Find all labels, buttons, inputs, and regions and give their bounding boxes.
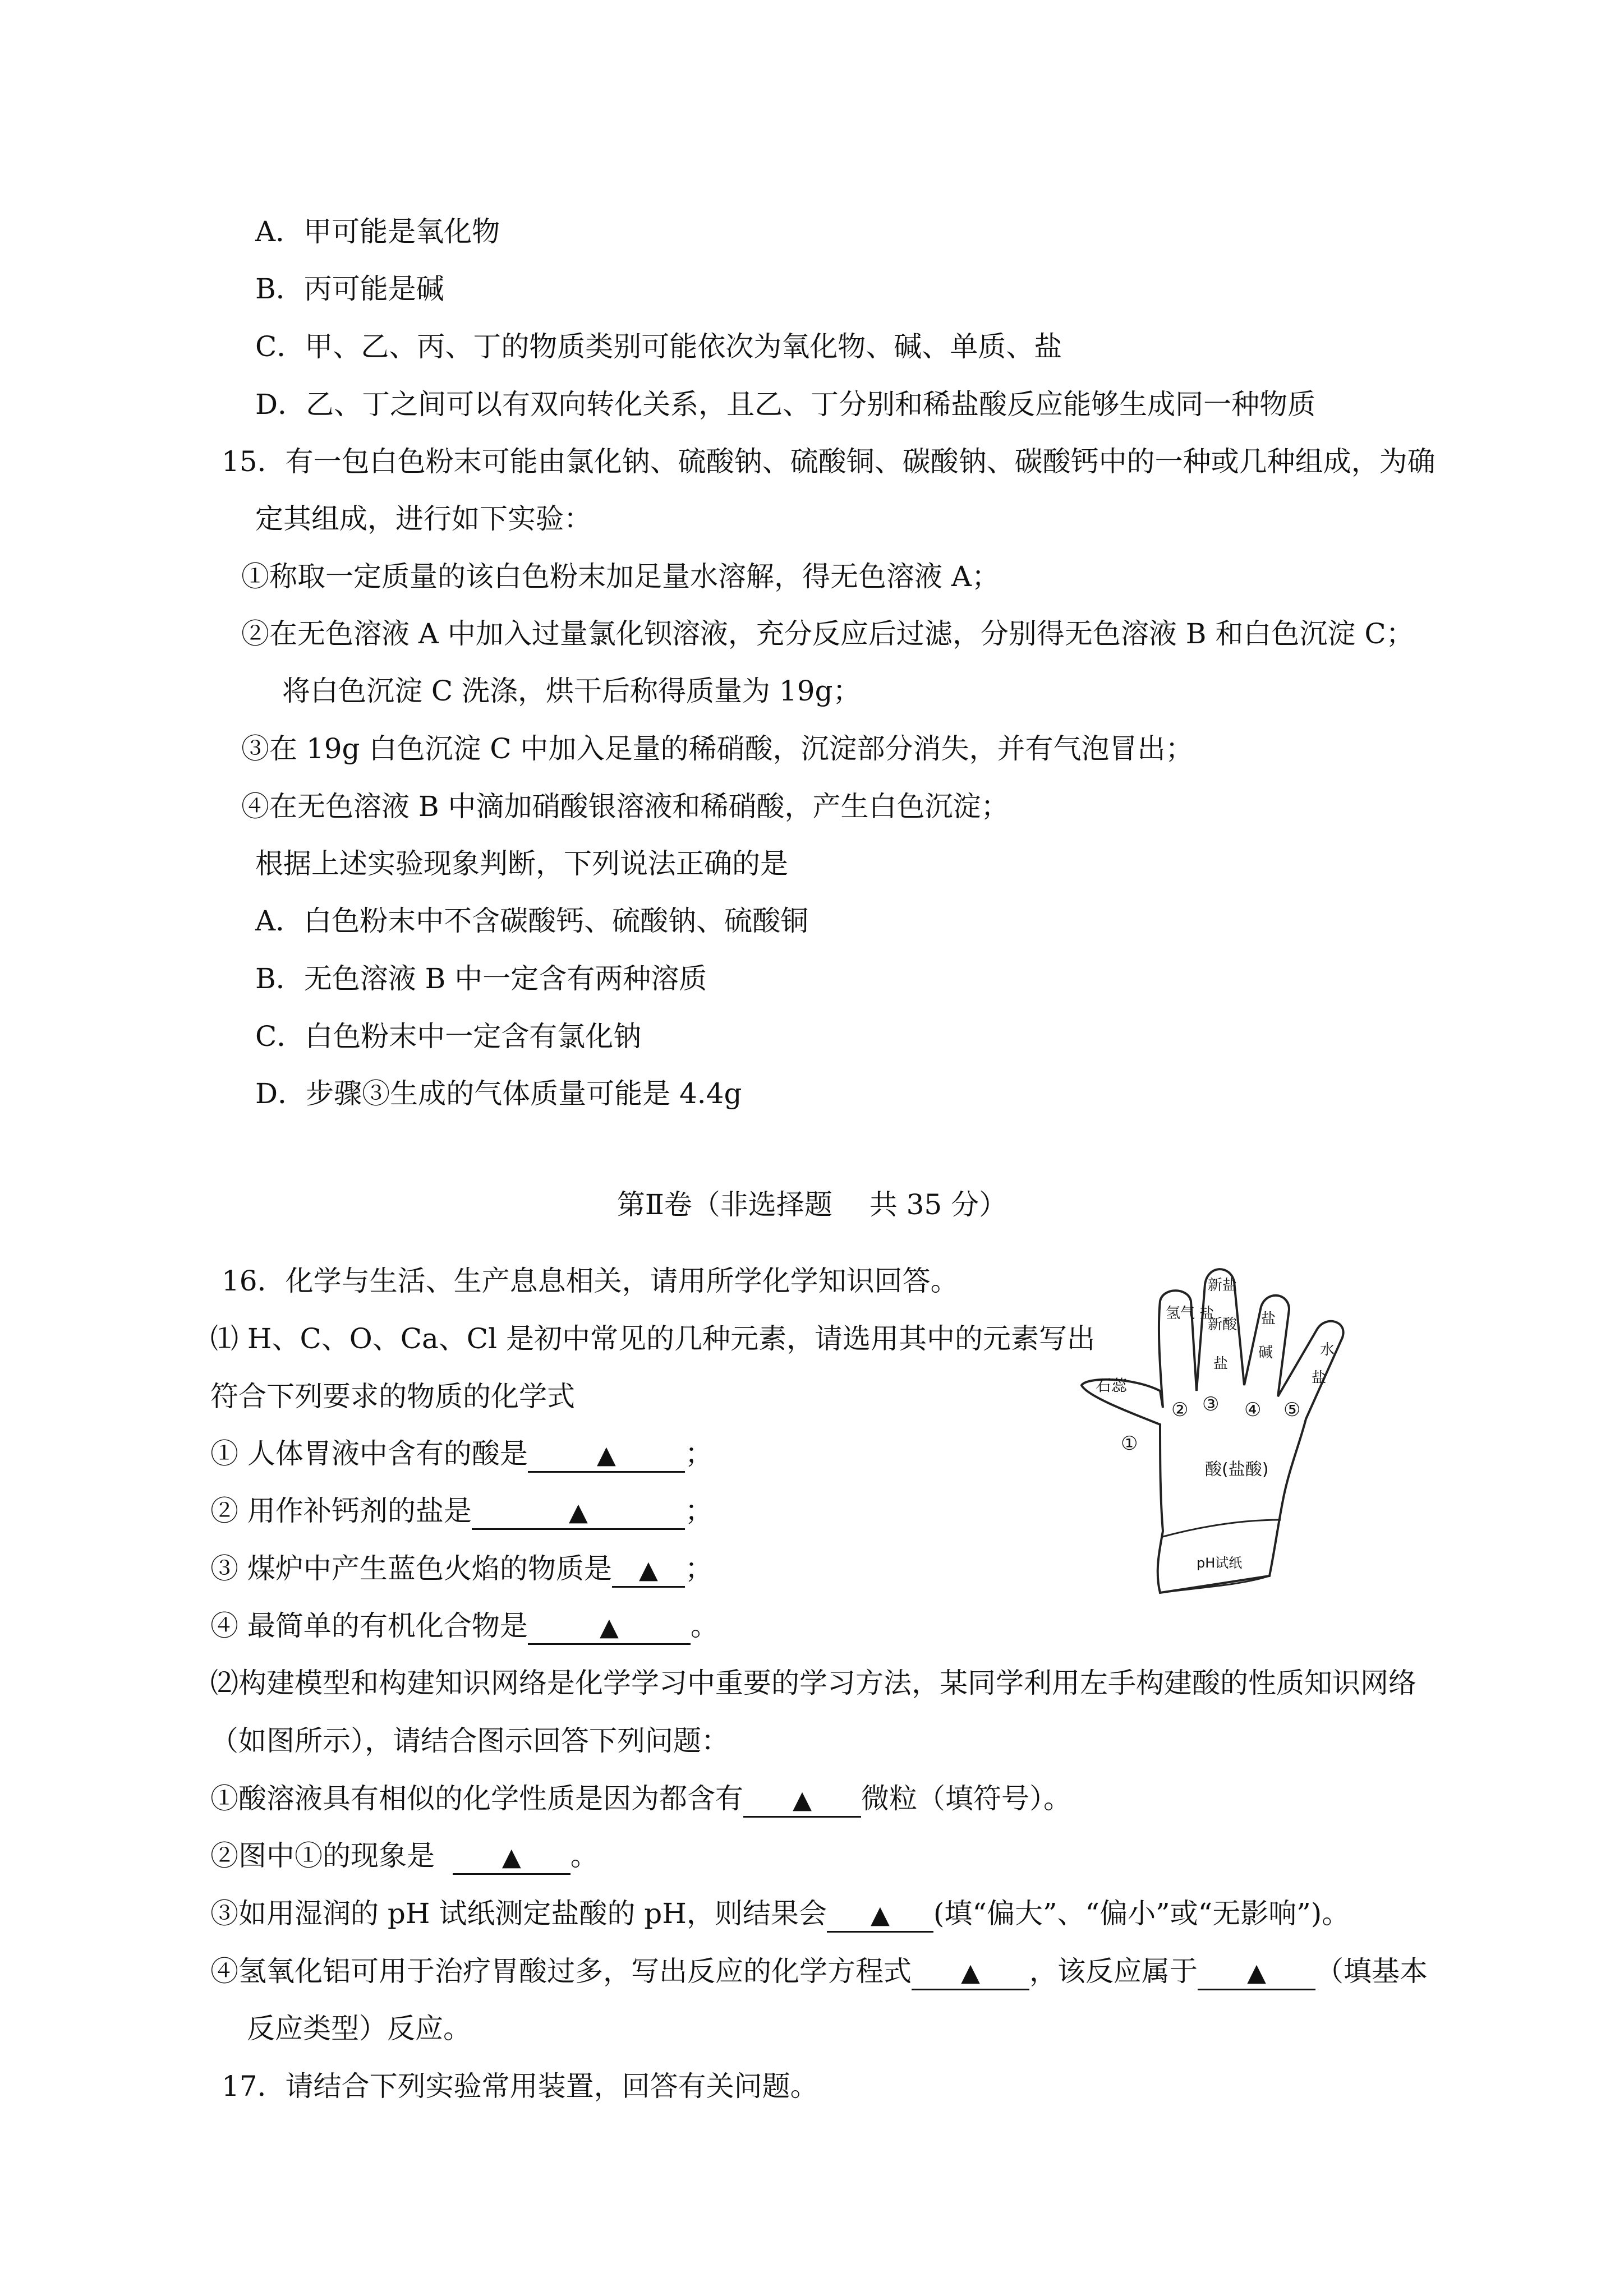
q15-stem-line2: 定其组成，进行如下实验： <box>255 502 592 535</box>
hand-number-2: ② <box>1171 1399 1189 1421</box>
q16-item-3: ③ 煤炉中产生蓝色火焰的物质是 ▲ ； <box>210 1551 713 1588</box>
q14-option-a: A．甲可能是氧化物 <box>255 215 500 248</box>
hand-label-ring-bottom: 碱 <box>1258 1344 1273 1361</box>
q14-option-b: B．丙可能是碱 <box>255 273 444 305</box>
triangle-icon: ▲ <box>599 1613 619 1642</box>
answer-blank[interactable] <box>453 1840 571 1875</box>
hand-label-little-top: 水 <box>1320 1341 1335 1358</box>
hand-label-little-bottom: 盐 <box>1312 1370 1327 1386</box>
q16-2-item-1: ①酸溶液具有相似的化学性质是因为都含有 ▲ 微粒（填符号）。 <box>210 1781 1071 1818</box>
hand-label-palm: 酸(盐酸) <box>1205 1460 1269 1479</box>
triangle-icon: ▲ <box>870 1901 890 1929</box>
hand-label-thumb: 石蕊 <box>1096 1376 1128 1395</box>
triangle-icon: ▲ <box>961 1958 980 1987</box>
q16-2-item-2: ②图中①的现象是 ▲ 。 <box>210 1838 599 1875</box>
hand-label-middle-bottom: 盐 <box>1213 1356 1229 1372</box>
hand-number-3: ③ <box>1202 1393 1220 1416</box>
q15-option-c: C．白色粉末中一定含有氯化钠 <box>255 1020 642 1053</box>
answer-blank[interactable] <box>528 1438 685 1473</box>
hand-label-ring-top: 盐 <box>1261 1311 1276 1327</box>
answer-blank[interactable] <box>612 1553 685 1588</box>
q16-item-1: ① 人体胃液中含有的酸是 ▲ ； <box>210 1436 713 1473</box>
q16-part1-line2: 符合下列要求的物质的化学式 <box>210 1380 575 1413</box>
triangle-icon: ▲ <box>793 1786 812 1814</box>
hand-label-middle-mid: 新酸 <box>1208 1316 1237 1333</box>
q14-option-d: D．乙、丁之间可以有双向转化关系，且乙、丁分别和稀盐酸反应能够生成同一种物质 <box>255 388 1316 421</box>
answer-blank[interactable] <box>528 1610 691 1645</box>
hand-label-middle-top: 新盐 <box>1208 1277 1237 1294</box>
q16-item-4: ④ 最简单的有机化合物是 ▲ 。 <box>210 1608 719 1645</box>
q16-part2-line1: ⑵构建模型和构建知识网络是化学学习中重要的学习方法，某同学利用左手构建酸的性质知识网络 <box>210 1667 1416 1699</box>
answer-blank[interactable] <box>912 1956 1029 1990</box>
q15-step3: ③在 19g 白色沉淀 C 中加入足量的稀硝酸，沉淀部分消失，并有气泡冒出； <box>241 732 1194 765</box>
q16-part2-line2: （如图所示），请结合图示回答下列问题： <box>210 1725 729 1757</box>
q16-2-item-3: ③如用湿润的 pH 试纸测定盐酸的 pH，则结果会 ▲ (填“偏大”、“偏小”或“无影响”)。 <box>210 1896 1350 1933</box>
q17-stem: 17．请结合下列实验常用装置，回答有关问题。 <box>222 2070 818 2103</box>
q15-step1: ①称取一定质量的该白色粉末加足量水溶解，得无色溶液 A； <box>241 560 1000 593</box>
triangle-icon: ▲ <box>568 1498 588 1527</box>
q15-stem-line1: 15．有一包白色粉末可能由氯化钠、硫酸钠、硫酸铜、碳酸钠、碳酸钙中的一种或几种组成，为确 <box>222 445 1436 478</box>
acid-properties-hand-figure <box>1076 1256 1481 1596</box>
hand-number-1: ① <box>1121 1432 1138 1455</box>
answer-blank[interactable] <box>827 1898 933 1933</box>
q15-step2-line1: ②在无色溶液 A 中加入过量氯化钡溶液，充分反应后过滤，分别得无色溶液 B 和白色沉淀 C； <box>241 617 1414 650</box>
q15-question: 根据上述实验现象判断，下列说法正确的是 <box>255 847 788 880</box>
answer-blank[interactable] <box>1198 1956 1315 1990</box>
q15-option-d: D．步骤③生成的气体质量可能是 4.4g <box>255 1077 742 1110</box>
answer-blank[interactable] <box>472 1495 685 1530</box>
triangle-icon: ▲ <box>502 1843 521 1871</box>
q15-option-a: A．白色粉末中不含碳酸钙、硫酸钠、硫酸铜 <box>255 905 809 937</box>
q15-step4: ④在无色溶液 B 中滴加硝酸银溶液和稀硝酸，产生白色沉淀； <box>241 790 1009 823</box>
q16-2-item-4: ④氢氧化铝可用于治疗胃酸过多，写出反应的化学方程式 ▲ ，该反应属于 ▲ （填基本 <box>210 1954 1428 1990</box>
answer-blank[interactable] <box>743 1783 861 1818</box>
hand-label-index: 氢气 盐 <box>1166 1305 1214 1322</box>
q16-part1-line1: ⑴ H、C、O、Ca、Cl 是初中常见的几种元素，请选用其中的元素写出 <box>210 1322 1095 1355</box>
hand-number-4: ④ <box>1244 1399 1262 1421</box>
q16-2-item-4-line2: 反应类型）反应。 <box>247 2012 471 2045</box>
triangle-icon: ▲ <box>596 1441 616 1469</box>
triangle-icon: ▲ <box>638 1556 658 1584</box>
triangle-icon: ▲ <box>1247 1958 1266 1987</box>
q16-item-2: ② 用作补钙剂的盐是 ▲ ； <box>210 1493 713 1530</box>
q15-option-b: B．无色溶液 B 中一定含有两种溶质 <box>255 962 707 995</box>
hand-number-5: ⑤ <box>1283 1399 1301 1421</box>
q14-option-c: C．甲、乙、丙、丁的物质类别可能依次为氧化物、碱、单质、盐 <box>255 330 1062 363</box>
q15-step2-line2: 将白色沉淀 C 洗涤，烘干后称得质量为 19g； <box>282 675 861 707</box>
q16-stem: 16．化学与生活、生产息息相关，请用所学化学知识回答。 <box>222 1265 959 1297</box>
section-title: 第Ⅱ卷（非选择题 共 35 分） <box>617 1188 1007 1221</box>
hand-label-wrist: pH试纸 <box>1197 1555 1243 1571</box>
